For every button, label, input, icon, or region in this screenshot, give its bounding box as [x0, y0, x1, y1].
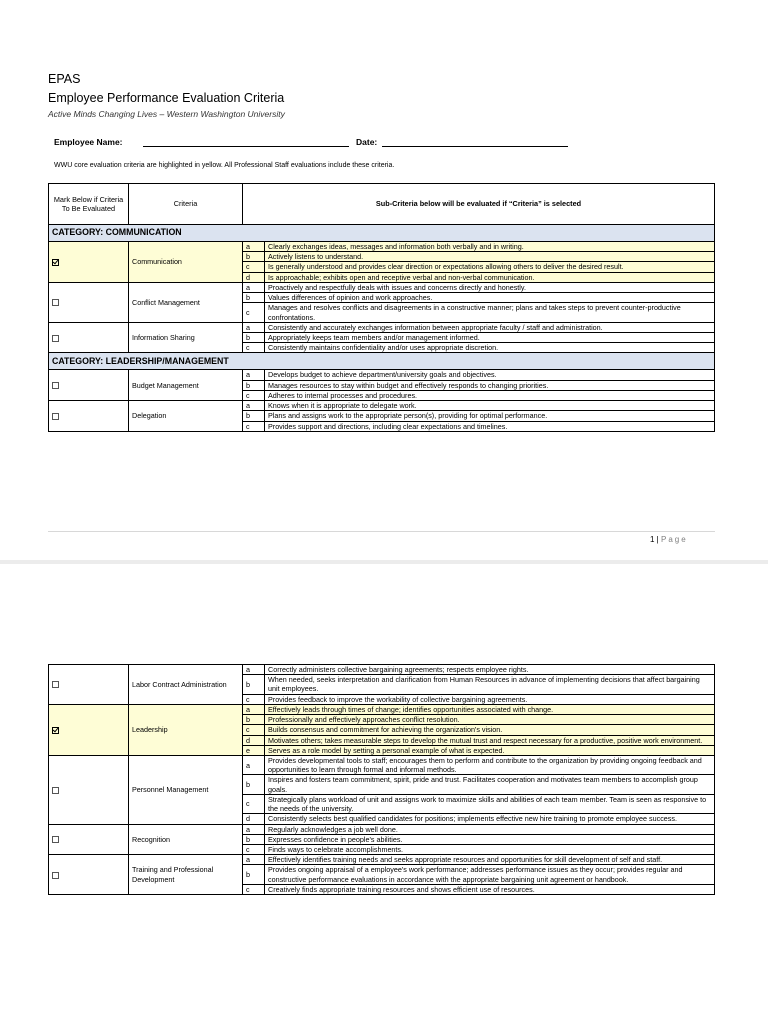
subcriteria-text: Consistently maintains confidentiality and/or uses appropriate discretion.	[265, 343, 715, 353]
communication-checkbox[interactable]	[52, 259, 59, 266]
subcriteria-text: Knows when it is appropriate to delegate work.	[265, 401, 715, 411]
subcriteria-text: Values differences of opinion and work approaches.	[265, 293, 715, 303]
mark-cell	[49, 824, 129, 855]
criteria-group-communication	[49, 242, 715, 283]
subcriteria-text: Proactively and respectfully deals with issues and concerns directly and honestly.	[265, 282, 715, 292]
subcriteria-letter: a	[243, 824, 265, 834]
criteria-table-page-2	[48, 664, 715, 895]
subcriteria-text: Appropriately keeps team members and/or management informed.	[265, 332, 715, 342]
subcriteria-letter: b	[243, 775, 265, 794]
category-row	[49, 353, 715, 370]
info-sharing-checkbox[interactable]	[52, 335, 59, 342]
header-subcriteria: Sub-Criteria below will be evaluated if “Criteria” is selected	[243, 184, 715, 225]
subcriteria-text: Effectively leads through times of change; identifies opportunities associated with change.	[265, 704, 715, 714]
subcriteria-letter: c	[243, 303, 265, 322]
subcriteria-letter: a	[243, 755, 265, 774]
subcriteria-text: Effectively identifies training needs and seeks appropriate resources and opportunities for skill development of self and staff.	[265, 855, 715, 865]
criteria-name: Labor Contract Administration	[129, 665, 243, 705]
subcriteria-text: Provides feedback to improve the workability of collective bargaining agreements.	[265, 694, 715, 704]
subcriteria-letter: b	[243, 675, 265, 694]
subcriteria-text: Is approachable; exhibits open and receptive verbal and non-verbal communication.	[265, 272, 715, 282]
criteria-group-recognition	[49, 824, 715, 855]
criteria-name: Leadership	[129, 704, 243, 755]
criteria-group-leadership	[49, 704, 715, 755]
category-row	[49, 225, 715, 242]
subcriteria-text: Finds ways to celebrate accomplishments.	[265, 844, 715, 854]
budget-checkbox[interactable]	[52, 382, 59, 389]
subcriteria-letter: c	[243, 390, 265, 400]
subcriteria-letter: e	[243, 745, 265, 755]
category-communication: CATEGORY: COMMUNICATION	[49, 225, 715, 242]
subcriteria-row	[49, 242, 715, 252]
mark-cell	[49, 370, 129, 401]
recognition-checkbox[interactable]	[52, 836, 59, 843]
subcriteria-letter: c	[243, 844, 265, 854]
subcriteria-text: Develops budget to achieve department/university goals and objectives.	[265, 370, 715, 380]
subcriteria-letter: a	[243, 665, 265, 675]
mark-cell	[49, 755, 129, 824]
page-number-separator: |	[654, 535, 661, 544]
leadership-checkbox[interactable]	[52, 727, 59, 734]
mark-cell	[49, 665, 129, 705]
labor-checkbox[interactable]	[52, 681, 59, 688]
subcriteria-text: Provides developmental tools to staff; encourages them to perform and contribute to the organization by providing ongoing feedback and opportunities to learn through formal and informal methods.	[265, 755, 715, 774]
mark-cell	[49, 704, 129, 755]
subcriteria-letter: c	[243, 694, 265, 704]
criteria-name: Delegation	[129, 401, 243, 432]
subcriteria-letter: b	[243, 834, 265, 844]
subcriteria-row	[49, 322, 715, 332]
mark-cell	[49, 242, 129, 283]
page-number	[650, 535, 688, 544]
page-label: Page	[660, 535, 688, 544]
subcriteria-text: Consistently selects best qualified candidates for positions; implements effective new hire training to promote employee success.	[265, 814, 715, 824]
mark-cell	[49, 322, 129, 353]
subcriteria-letter: b	[243, 411, 265, 421]
employee-name-field[interactable]	[143, 137, 349, 147]
subcriteria-letter: a	[243, 401, 265, 411]
subcriteria-text: Builds consensus and commitment for achieving the organization's vision.	[265, 725, 715, 735]
criteria-group-info-sharing	[49, 322, 715, 353]
subcriteria-letter: c	[243, 884, 265, 894]
subcriteria-letter: b	[243, 380, 265, 390]
criteria-group-budget	[49, 370, 715, 401]
subcriteria-row	[49, 755, 715, 774]
subcriteria-letter: b	[243, 293, 265, 303]
subcriteria-row	[49, 370, 715, 380]
subcriteria-text: When needed, seeks interpretation and clarification from Human Resources in advance of implementing decisions that affect bargaining unit employees.	[265, 675, 715, 694]
subcriteria-letter: b	[243, 332, 265, 342]
delegation-checkbox[interactable]	[52, 413, 59, 420]
subcriteria-letter: a	[243, 370, 265, 380]
mark-cell	[49, 401, 129, 432]
subcriteria-row	[49, 665, 715, 675]
criteria-table-page-1	[48, 183, 715, 432]
subcriteria-text: Manages and resolves conflicts and disagreements in a constructive manner; plans and takes steps to prevent counter-productive confrontations.	[265, 303, 715, 322]
footer-rule	[48, 531, 715, 532]
subcriteria-text: Expresses confidence in people's abilities.	[265, 834, 715, 844]
subcriteria-letter: c	[243, 262, 265, 272]
subcriteria-text: Adheres to internal processes and procedures.	[265, 390, 715, 400]
subcriteria-letter: a	[243, 242, 265, 252]
subcriteria-letter: a	[243, 855, 265, 865]
conflict-checkbox[interactable]	[52, 299, 59, 306]
subcriteria-letter: c	[243, 794, 265, 813]
criteria-group-training	[49, 855, 715, 895]
subcriteria-letter: c	[243, 421, 265, 431]
criteria-name: Recognition	[129, 824, 243, 855]
subcriteria-text: Inspires and fosters team commitment, spirit, pride and trust. Facilitates cooperation and motivates team members to accomplish group goals.	[265, 775, 715, 794]
subcriteria-text: Consistently and accurately exchanges information between appropriate faculty / staff and administration.	[265, 322, 715, 332]
criteria-group-labor	[49, 665, 715, 705]
page-break	[0, 560, 768, 564]
subcriteria-letter: d	[243, 814, 265, 824]
date-field[interactable]	[382, 137, 568, 147]
subcriteria-text: Regularly acknowledges a job well done.	[265, 824, 715, 834]
mark-cell	[49, 855, 129, 895]
subcriteria-letter: c	[243, 343, 265, 353]
criteria-name: Conflict Management	[129, 282, 243, 322]
subcriteria-row	[49, 704, 715, 714]
header-criteria: Criteria	[129, 184, 243, 225]
criteria-group-personnel	[49, 755, 715, 824]
table-header-row	[49, 184, 715, 225]
criteria-name: Training and Professional Development	[129, 855, 243, 895]
core-criteria-note: WWU core evaluation criteria are highlighted in yellow. All Professional Staff evaluations include these criteria.	[54, 162, 395, 169]
criteria-name: Information Sharing	[129, 322, 243, 353]
header-mark: Mark Below if Criteria To Be Evaluated	[49, 184, 129, 225]
subcriteria-letter: b	[243, 715, 265, 725]
subcriteria-letter: a	[243, 322, 265, 332]
doc-title: Employee Performance Evaluation Criteria	[48, 91, 285, 105]
subcriteria-letter: a	[243, 704, 265, 714]
subcriteria-letter: a	[243, 282, 265, 292]
subcriteria-text: Actively listens to understand.	[265, 252, 715, 262]
subcriteria-text: Motivates others; takes measurable steps to develop the mutual trust and respect necessary for a productive, positive work environment.	[265, 735, 715, 745]
category-leadership: CATEGORY: LEADERSHIP/MANAGEMENT	[49, 353, 715, 370]
subcriteria-row	[49, 401, 715, 411]
subcriteria-text: Plans and assigns work to the appropriate person(s), providing for optimal performance.	[265, 411, 715, 421]
subcriteria-letter: c	[243, 725, 265, 735]
criteria-group-conflict	[49, 282, 715, 322]
doc-acronym: EPAS	[48, 72, 81, 86]
subcriteria-text: Clearly exchanges ideas, messages and information both verbally and in writing.	[265, 242, 715, 252]
subcriteria-row	[49, 824, 715, 834]
subcriteria-text: Creatively finds appropriate training resources and shows efficient use of resources.	[265, 884, 715, 894]
mark-cell	[49, 282, 129, 322]
doc-subtitle: Active Minds Changing Lives – Western Washington University	[48, 109, 285, 119]
criteria-name: Budget Management	[129, 370, 243, 401]
employee-name-label: Employee Name:	[54, 137, 123, 147]
criteria-name: Personnel Management	[129, 755, 243, 824]
subcriteria-text: Professionally and effectively approaches conflict resolution.	[265, 715, 715, 725]
subcriteria-row	[49, 282, 715, 292]
subcriteria-text: Strategically plans workload of unit and assigns work to maximize skills and abilities of each team member. Team is seen as responsive to the needs of the university.	[265, 794, 715, 813]
training-checkbox[interactable]	[52, 872, 59, 879]
subcriteria-letter: b	[243, 865, 265, 884]
subcriteria-letter: b	[243, 252, 265, 262]
criteria-group-delegation	[49, 401, 715, 432]
date-label: Date:	[356, 137, 378, 147]
page-number-value: 1	[650, 535, 655, 544]
subcriteria-text: Manages resources to stay within budget and effectively responds to changing priorities.	[265, 380, 715, 390]
criteria-name: Communication	[129, 242, 243, 283]
subcriteria-text: Provides support and directions, including clear expectations and timelines.	[265, 421, 715, 431]
subcriteria-row	[49, 855, 715, 865]
subcriteria-text: Provides ongoing appraisal of a employee's work performance; addresses performance issues as they occur; provides regular and constructive performance evaluations in accordance with the appropriate bargaining unit agreement or handbook.	[265, 865, 715, 884]
subcriteria-letter: d	[243, 272, 265, 282]
subcriteria-text: Is generally understood and provides clear direction or expectations allowing others to deliver the desired result.	[265, 262, 715, 272]
subcriteria-text: Serves as a role model by setting a personal example of what is expected.	[265, 745, 715, 755]
subcriteria-text: Correctly administers collective bargaining agreements; respects employee rights.	[265, 665, 715, 675]
personnel-checkbox[interactable]	[52, 787, 59, 794]
subcriteria-letter: d	[243, 735, 265, 745]
